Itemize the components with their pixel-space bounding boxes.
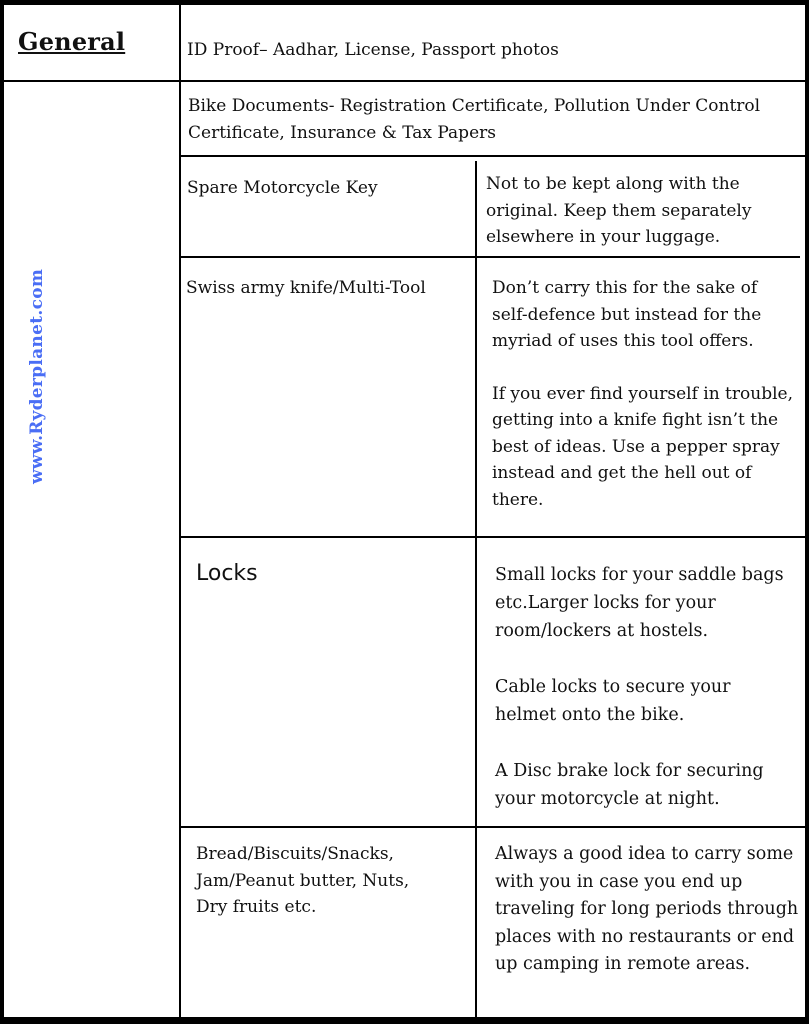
- section-title: General: [18, 27, 126, 56]
- note-food: Always a good idea to carry some with you in case you end up traveling for long periods through places with no restaurants or end up camping in remote areas.: [495, 844, 799, 974]
- row-divider: [179, 256, 800, 258]
- row-divider: [179, 826, 805, 828]
- site-watermark: www.Ryderplanet.com: [27, 268, 47, 484]
- note-locks: Small locks for your saddle bags etc.Larger locks for your room/lockers at hostels. Cable locks to secure your helmet onto the bike. A Disc brake lock for securing your motorcycle at night.: [495, 565, 784, 809]
- item-spare-key: Spare Motorcycle Key: [187, 178, 378, 198]
- item-food: Bread/Biscuits/Snacks, Jam/Peanut butter, Nuts, Dry fruits etc.: [196, 844, 410, 917]
- note-multi-tool: Don’t carry this for the sake of self-defence but instead for the myriad of uses this tool offers. If you ever find yourself in trouble, getting into a knife fight isn’t the best of ideas. Use a pepper spray instead and get the hell out of there.: [492, 278, 793, 510]
- checklist-table: [4, 5, 805, 1017]
- item-multi-tool: Swiss army knife/Multi-Tool: [186, 278, 426, 298]
- note-spare-key: Not to be kept along with the original. Keep them separately elsewhere in your luggage.: [486, 174, 752, 247]
- item-bike-documents: Bike Documents- Registration Certificate, Pollution Under Control Certificate, Insurance & Tax Papers: [188, 96, 761, 143]
- column-divider: [475, 161, 477, 1017]
- row-divider: [4, 80, 805, 82]
- row-divider: [179, 155, 805, 157]
- row-divider: [179, 536, 805, 538]
- item-locks: Locks: [196, 561, 258, 586]
- id-proof-item: ID Proof– Aadhar, License, Passport photos: [187, 40, 559, 60]
